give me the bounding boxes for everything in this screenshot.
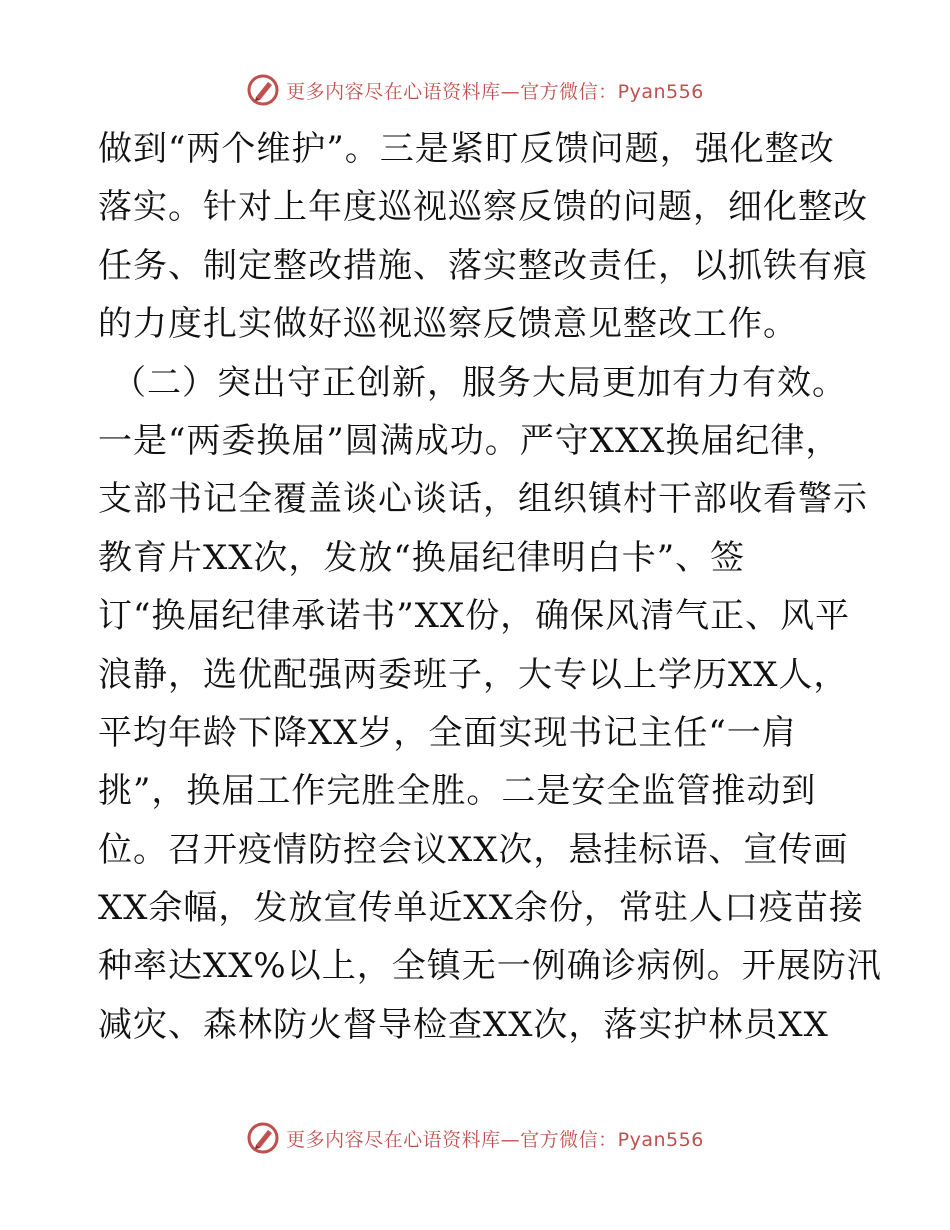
- body-line: 落实。针对上年度巡视巡察反馈的问题，细化整改: [98, 187, 868, 228]
- notebook-pen-logo-icon: [246, 73, 280, 107]
- header-banner: [0, 70, 950, 110]
- body-line: 浪静，选优配强两委班子，大专以上学历XX人，: [98, 654, 849, 695]
- section-heading: （二）突出守正创新，服务大局更加有力有效。: [112, 362, 847, 403]
- footer-banner: [0, 1118, 950, 1158]
- body-line: 教育片XX次，发放“换届纪律明白卡”、签: [98, 537, 746, 578]
- body-line: 做到“两个维护”。三是紧盯反馈问题，强化整改: [98, 129, 835, 169]
- footer-banner-inner: [246, 1121, 704, 1155]
- body-line: 种率达XX%以上，全镇无一例确诊病例。开展防汛: [98, 946, 882, 987]
- footer-banner-text: 更多内容尽在心语资料库—官方微信：Pyan556: [286, 1128, 704, 1151]
- body-line: 平均年龄下降XX岁，全面实现书记主任“一肩: [98, 712, 797, 753]
- body-line: 任务、制定整改措施、落实整改责任，以抓铁有痕: [98, 245, 868, 286]
- body-line: 订“换届纪律承诺书”XX份，确保风清气正、风平: [98, 596, 851, 637]
- header-banner-text: 更多内容尽在心语资料库—官方微信：Pyan556: [286, 80, 704, 103]
- body-line: XX余幅，发放宣传单近XX余份，常驻人口疫苗接: [98, 888, 864, 929]
- document-body: [98, 120, 882, 1054]
- notebook-pen-logo-icon: [246, 1121, 280, 1155]
- body-line: 位。召开疫情防控会议XX次，悬挂标语、宣传画: [98, 829, 849, 870]
- body-line: 挑”，换届工作完胜全胜。二是安全监管推动到: [98, 771, 817, 812]
- body-line: 的力度扎实做好巡视巡察反馈意见整改工作。: [98, 304, 798, 345]
- header-banner-inner: [246, 73, 704, 107]
- body-line: 支部书记全覆盖谈心谈话，组织镇村干部收看警示: [98, 479, 868, 520]
- body-line: 减灾、森林防火督导检查XX次，落实护林员XX: [98, 1004, 829, 1045]
- body-line: 一是“两委换届”圆满成功。严守XXX换届纪律，: [98, 420, 841, 461]
